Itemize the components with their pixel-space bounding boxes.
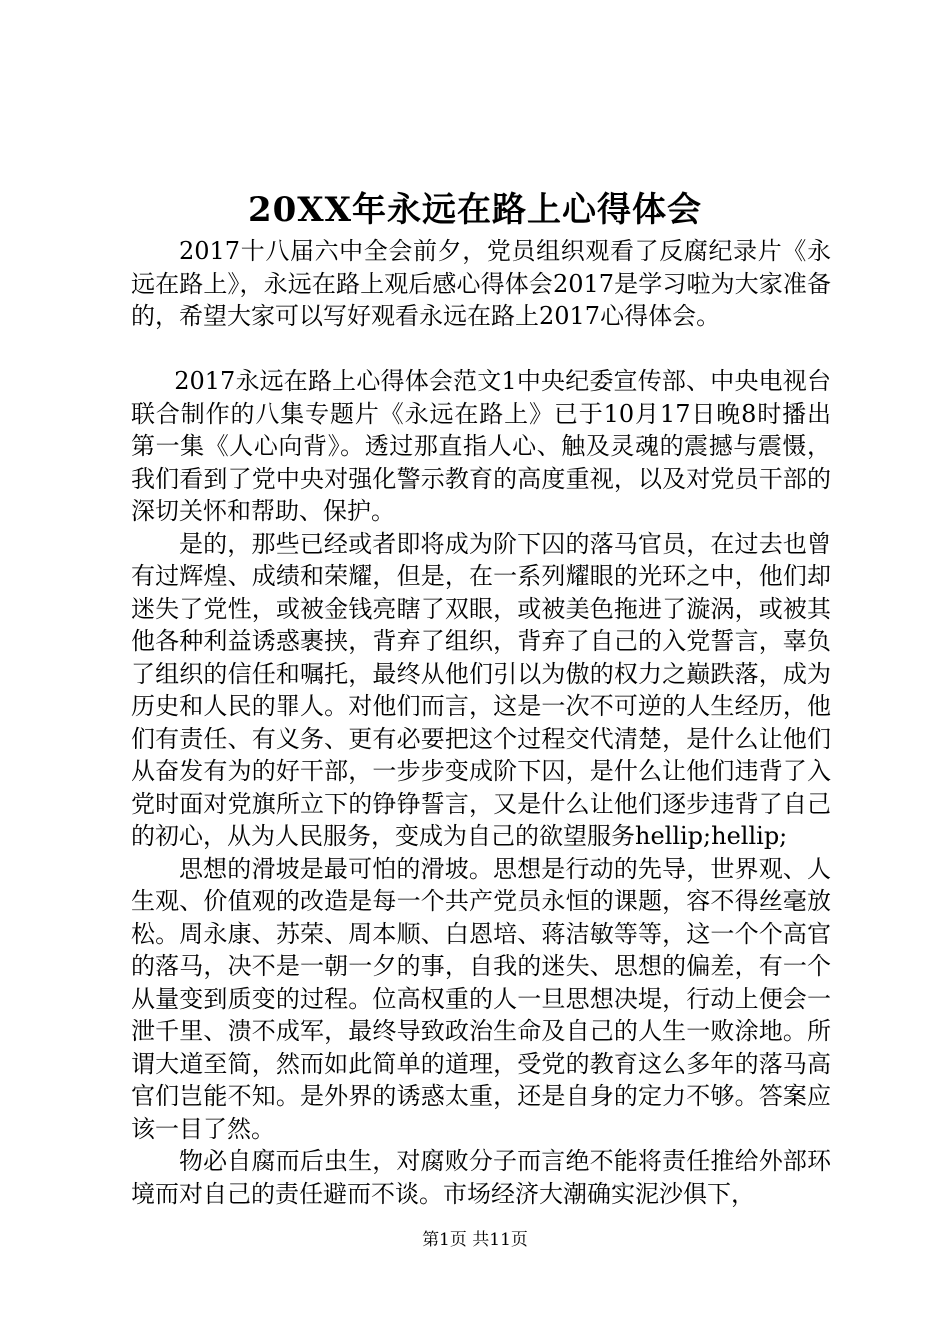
page-footer: 第1页 共11页 xyxy=(422,1230,528,1250)
paragraph-fallen-officials: 是的，那些已经或者即将成为阶下囚的落马官员，在过去也曾有过辉煌、成绩和荣耀，但是，在一系列耀眼的光环之中，他们却迷失了党性，或被金钱亮瞎了双眼，或被美色拖进了漩涡，或被其他各种利益诱惑裹挟，背弃了组织，背弃了自己的入党誓言，辜负了组织的信任和嘱托，最终从他们引以为傲的权力之巅跌落，成为历史和人民的罪人。对他们而言，这是一次不可逆的人生经历，他们有责任、有义务、更有必要把这个过程交代清楚，是什么让他们从奋发有为的好干部，一步步变成阶下囚，是什么让他们违背了入党时面对党旗所立下的铮铮誓言，又是什么让他们逐步违背了自己的初心，从为人民服务，变成为自己的欲望服务hellip;hellip; xyxy=(131,529,831,850)
document-body xyxy=(131,235,831,1210)
paragraph-intro: 2017十八届六中全会前夕，党员组织观看了反腐纪录片《永远在路上》，永远在路上观后感心得体会2017是学习啦为大家准备的，希望大家可以写好观看永远在路上2017心得体会。 xyxy=(131,237,831,330)
paragraph-ideological-slide: 思想的滑坡是最可怕的滑坡。思想是行动的先导，世界观、人生观、价值观的改造是每一个共产党员永恒的课题，容不得丝毫放松。周永康、苏荣、周本顺、白恩培、蒋洁敏等等，这一个个高官的落马，决不是一朝一夕的事，自我的迷失、思想的偏差，有一个从量变到质变的过程。位高权重的人一旦思想决堤，行动上便会一泄千里、溃不成军，最终导致政治生命及自己的人生一败涂地。所谓大道至简，然而如此简单的道理，受党的教育这么多年的落马高官们岂能不知。是外界的诱惑太重，还是自身的定力不够。答案应该一目了然。 xyxy=(131,854,831,1143)
paragraph-self-corruption: 物必自腐而后虫生，对腐败分子而言绝不能将责任推给外部环境而对自己的责任避而不谈。市场经济大潮确实泥沙俱下， xyxy=(131,1147,831,1208)
paragraph-spacer xyxy=(131,333,831,366)
paragraph-essay-opening: 2017永远在路上心得体会范文1中央纪委宣传部、中央电视台联合制作的八集专题片《永远在路上》已于10月17日晚8时播出第一集《人心向背》。透过那直指人心、触及灵魂的震撼与震慑，我们看到了党中央对强化警示教育的高度重视，以及对党员干部的深切关怀和帮助、保护。 xyxy=(131,367,831,525)
document-title: 20XX年永远在路上心得体会 xyxy=(247,190,703,230)
